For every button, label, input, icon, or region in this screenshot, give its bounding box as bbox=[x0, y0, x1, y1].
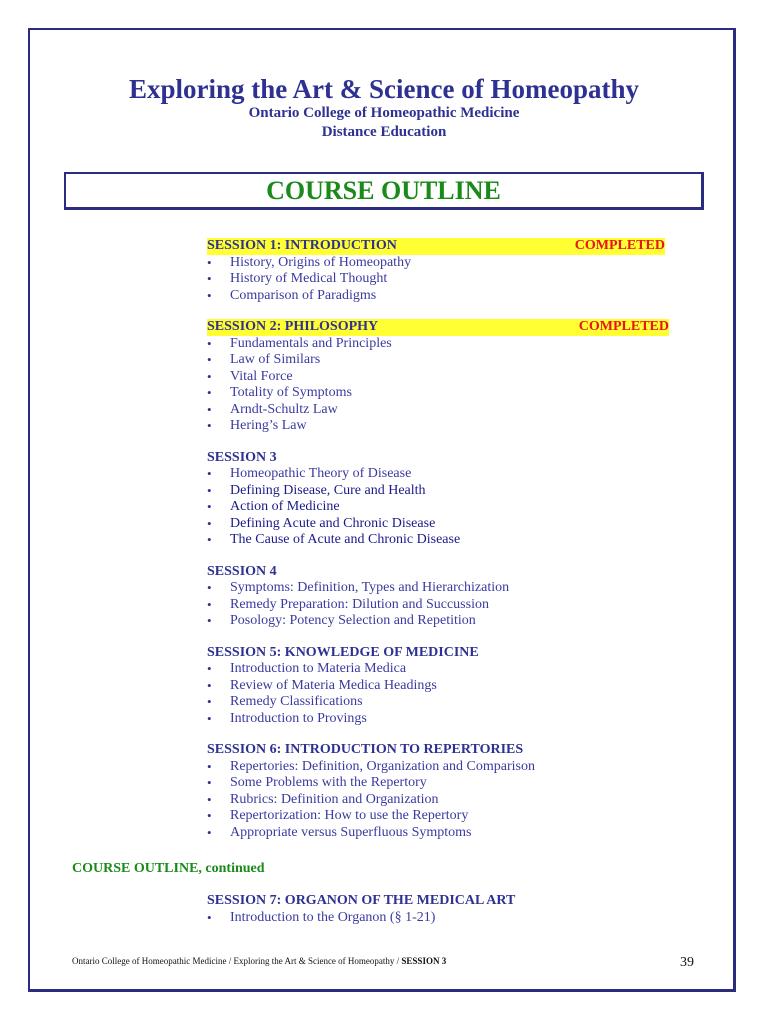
document-title: Exploring the Art & Science of Homeopathy bbox=[129, 74, 639, 104]
list-item: • Introduction to Materia Medica bbox=[207, 661, 677, 678]
session-4-topics bbox=[207, 580, 677, 630]
list-item: • Law of Similars bbox=[207, 352, 677, 369]
list-item: • Symptoms: Definition, Types and Hierarchization bbox=[207, 580, 677, 597]
course-outline-heading-box bbox=[64, 172, 704, 210]
list-item: • Introduction to the Organon (§ 1-21) bbox=[207, 910, 677, 927]
list-item: • The Cause of Acute and Chronic Disease bbox=[207, 532, 677, 549]
list-item: • Remedy Preparation: Dilution and Succussion bbox=[207, 597, 677, 614]
list-item: • Appropriate versus Superfluous Symptoms bbox=[207, 825, 677, 842]
list-item: • Introduction to Provings bbox=[207, 711, 677, 728]
session-2-title: SESSION 2: PHILOSOPHY bbox=[207, 319, 379, 334]
session-list bbox=[207, 238, 677, 856]
list-item: • Rubrics: Definition and Organization bbox=[207, 792, 677, 809]
list-item: • Totality of Symptoms bbox=[207, 385, 677, 402]
list-item: • Some Problems with the Repertory bbox=[207, 775, 677, 792]
list-item: • Vital Force bbox=[207, 369, 677, 386]
session-2 bbox=[207, 319, 677, 435]
session-1-status: COMPLETED bbox=[574, 238, 665, 253]
session-5 bbox=[207, 645, 677, 728]
session-1-title: SESSION 1: INTRODUCTION bbox=[207, 238, 397, 253]
list-item: • Repertories: Definition, Organization and Comparison bbox=[207, 759, 677, 776]
session-2-status: COMPLETED bbox=[578, 319, 669, 334]
college-name: Ontario College of Homeopathic Medicine bbox=[248, 105, 520, 121]
list-item: • Defining Disease, Cure and Health bbox=[207, 483, 677, 500]
list-item: • Comparison of Paradigms bbox=[207, 288, 677, 305]
session-3-heading: SESSION 3 bbox=[207, 449, 277, 465]
session-4 bbox=[207, 564, 677, 630]
session-6 bbox=[207, 742, 677, 841]
list-item: • Fundamentals and Principles bbox=[207, 336, 677, 353]
session-1-topics bbox=[207, 255, 677, 305]
session-7 bbox=[207, 893, 677, 926]
course-outline-continued: COURSE OUTLINE, continued bbox=[72, 861, 265, 876]
footer-text: Ontario College of Homeopathic Medicine / Exploring the Art & Science of Homeopathy / bbox=[72, 956, 402, 966]
program-name: Distance Education bbox=[321, 124, 447, 140]
list-item: • Review of Materia Medica Headings bbox=[207, 678, 677, 695]
page-number: 39 bbox=[680, 955, 694, 970]
list-item: • Remedy Classifications bbox=[207, 694, 677, 711]
session-7-heading: SESSION 7: ORGANON OF THE MEDICAL ART bbox=[207, 893, 516, 908]
session-2-topics bbox=[207, 336, 677, 435]
session-5-heading: SESSION 5: KNOWLEDGE OF MEDICINE bbox=[207, 644, 479, 660]
list-item: • Repertorization: How to use the Repertory bbox=[207, 808, 677, 825]
session-3-topics bbox=[207, 466, 677, 549]
footer-session: SESSION 3 bbox=[401, 956, 447, 966]
session-2-heading bbox=[207, 319, 669, 336]
list-item: • Hering’s Law bbox=[207, 418, 677, 435]
session-1 bbox=[207, 238, 677, 304]
course-outline-heading: COURSE OUTLINE bbox=[266, 176, 501, 205]
list-item: • History of Medical Thought bbox=[207, 271, 677, 288]
session-4-heading: SESSION 4 bbox=[207, 563, 277, 579]
session-3 bbox=[207, 450, 677, 549]
list-item: • Posology: Potency Selection and Repetition bbox=[207, 613, 677, 630]
session-1-heading bbox=[207, 238, 665, 255]
list-item: • Defining Acute and Chronic Disease bbox=[207, 516, 677, 533]
list-item: • History, Origins of Homeopathy bbox=[207, 255, 677, 272]
session-7-topics bbox=[207, 910, 677, 927]
list-item: • Arndt-Schultz Law bbox=[207, 402, 677, 419]
session-6-topics bbox=[207, 759, 677, 842]
session-5-topics bbox=[207, 661, 677, 727]
page-footer bbox=[72, 956, 446, 966]
list-item: • Homeopathic Theory of Disease bbox=[207, 466, 677, 483]
list-item: • Action of Medicine bbox=[207, 499, 677, 516]
session-6-heading: SESSION 6: INTRODUCTION TO REPERTORIES bbox=[207, 742, 524, 757]
